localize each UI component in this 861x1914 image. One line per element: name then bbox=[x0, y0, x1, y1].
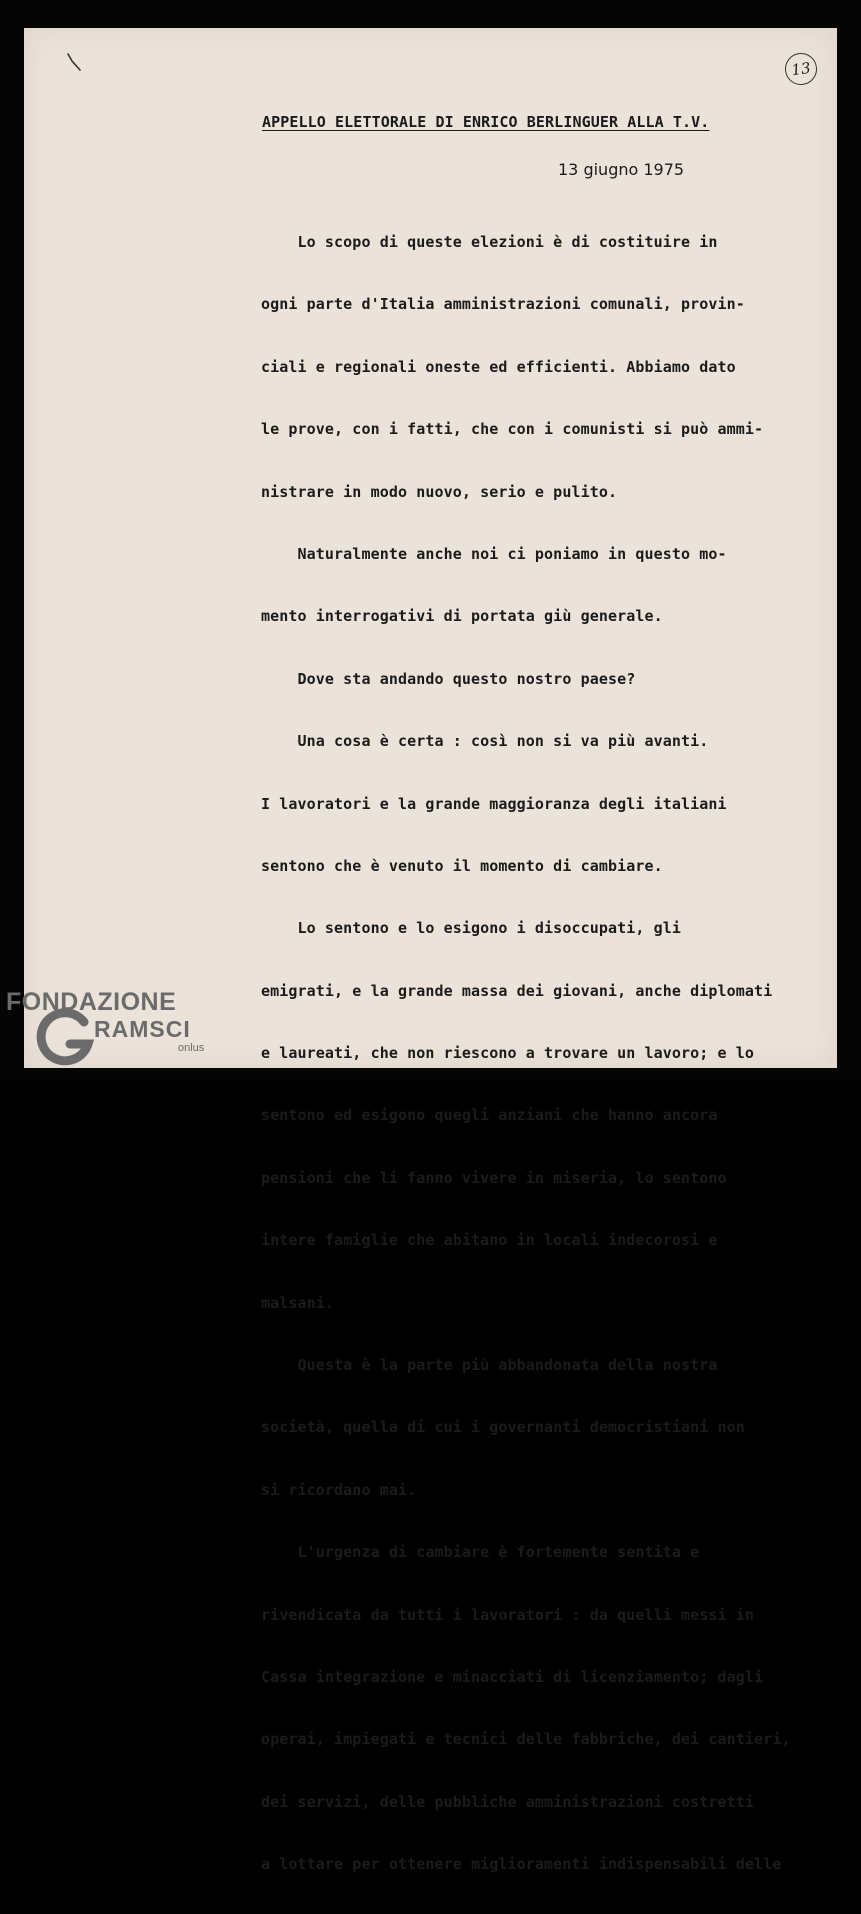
page-number: 13 bbox=[783, 51, 819, 87]
body-line: Lo scopo di queste elezioni è di costituire in bbox=[261, 233, 718, 251]
gramsci-g-logo-icon bbox=[36, 1008, 96, 1068]
body-line: L'urgenza di cambiare è fortemente sentita e bbox=[261, 1543, 700, 1562]
body-line: mento interrogativi di portata giù generale. bbox=[261, 607, 663, 626]
body-line: si ricordano mai. bbox=[261, 1480, 417, 1499]
body-line: e laureati, che non riescono a trovare un lavoro; e lo bbox=[261, 1044, 755, 1063]
body-line: ciali e regionali oneste ed efficienti. Abbiamo dato bbox=[261, 357, 736, 376]
fondazione-gramsci-watermark bbox=[6, 988, 216, 1074]
body-line: dei servizi, delle pubbliche amministrazioni costretti bbox=[261, 1792, 755, 1811]
document-date: 13 giugno 1975 bbox=[558, 160, 685, 179]
body-line: intere famiglie che abitano in locali indecorosi e bbox=[261, 1231, 718, 1250]
body-line: malsani. bbox=[261, 1293, 335, 1312]
watermark-line-3: onlus bbox=[178, 1042, 205, 1054]
body-line: Naturalmente anche noi ci poniamo in questo mo- bbox=[261, 544, 727, 563]
watermark-line-1: FONDAZIONE bbox=[6, 988, 177, 1016]
body-line: sentono ed esigono quegli anziani che hanno ancora bbox=[261, 1106, 718, 1125]
body-line: le prove, con i fatti, che con i comunisti si può ammi- bbox=[261, 420, 764, 439]
body-line: Cassa integrazione e minacciati di licenziamento; dagli bbox=[261, 1667, 764, 1686]
body-line: I lavoratori e la grande maggioranza degli italiani bbox=[261, 794, 727, 813]
body-line: sentono che è venuto il momento di cambiare. bbox=[261, 856, 663, 875]
body-line: operai, impiegati e tecnici delle fabbriche, dei cantieri, bbox=[261, 1730, 791, 1749]
document-title: APPELLO ELETTORALE DI ENRICO BERLINGUER ALLA T.V. bbox=[262, 113, 710, 131]
body-line: pensioni che li fanno vivere in miseria, lo sentono bbox=[261, 1168, 727, 1187]
body-line: Lo sentono e lo esigono i disoccupati, gli bbox=[261, 919, 682, 938]
body-line: società, quella di cui i governanti democristiani non bbox=[261, 1418, 745, 1437]
body-line: Dove sta andando questo nostro paese? bbox=[261, 669, 636, 688]
document-body bbox=[261, 193, 791, 1914]
body-line: Una cosa è certa : così non si va più avanti. bbox=[261, 732, 709, 751]
watermark-line-2: RAMSCI bbox=[94, 1016, 191, 1042]
body-line: emigrati, e la grande massa dei giovani, anche diplomati bbox=[261, 981, 773, 1000]
body-line: nistrare in modo nuovo, serio e pulito. bbox=[261, 482, 618, 501]
pencil-mark-icon bbox=[66, 52, 82, 72]
body-line: rivendicata da tutti i lavoratori : da quelli messi in bbox=[261, 1605, 755, 1624]
body-line: a lottare per ottenere miglioramenti indispensabili delle bbox=[261, 1855, 782, 1874]
body-line: Questa è la parte più abbandonata della nostra bbox=[261, 1356, 718, 1375]
body-line: ogni parte d'Italia amministrazioni comunali, provin- bbox=[261, 295, 745, 314]
